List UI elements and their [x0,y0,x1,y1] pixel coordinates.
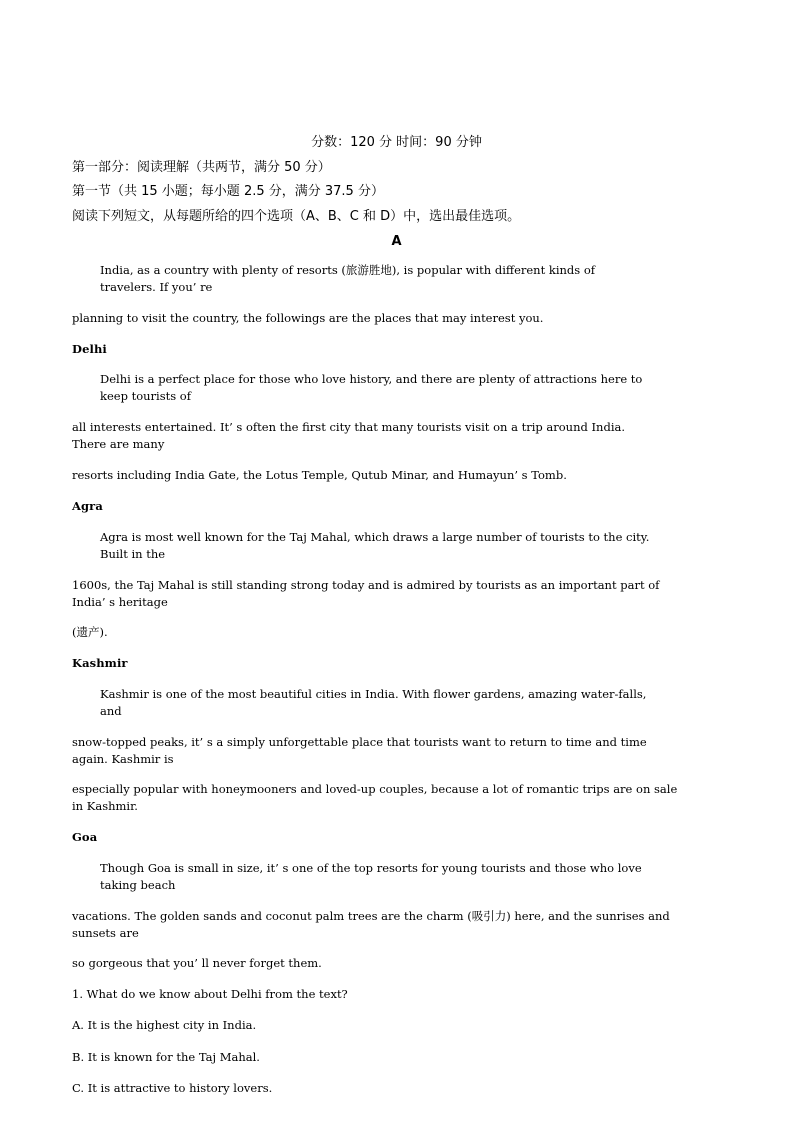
delhi-cont-1a: all interests entertained. It’ s often the first city that many tourists visit on a trip around India. [72,420,626,434]
kashmir-cont-1a: snow-topped peaks, it’ s a simply unforgettable place that tourists want to return to time and time [72,735,647,749]
kashmir-cont-2b: in Kashmir. [72,799,138,813]
goa-paragraph [100,860,770,894]
agra-line-2: Built in the [100,547,166,561]
goa-continuation-1 [72,908,790,942]
delhi-line-1: Delhi is a perfect place for those who love history, and there are plenty of attractions here to [100,372,643,386]
goa-cont-1a: vacations. The golden sands and coconut palm trees are the charm (吸引力) here, and the sunrises and [72,909,670,923]
delhi-paragraph [100,371,770,405]
agra-paragraph [100,529,770,563]
kashmir-paragraph [100,686,770,720]
intro-line-2: travelers. If you’ re [100,280,213,294]
agra-line-1: Agra is most well known for the Taj Mahal, which draws a large number of tourists to the city. [100,530,650,544]
delhi-line-2: keep tourists of [100,389,191,403]
agra-heading: Agra [72,499,103,513]
delhi-heading: Delhi [72,342,107,356]
kashmir-continuation-1 [72,734,790,768]
agra-continuation-1 [72,577,790,611]
kashmir-line-1: Kashmir is one of the most beautiful cities in India. With flower gardens, amazing water-falls, [100,687,647,701]
kashmir-continuation-2 [72,781,790,815]
question-1-stem: 1. What do we know about Delhi from the text? [72,987,348,1001]
kashmir-heading: Kashmir [72,656,128,670]
delhi-cont-1b: There are many [72,437,165,451]
kashmir-line-2: and [100,704,122,718]
intro-line-1: India, as a country with plenty of resorts (旅游胜地), is popular with different kinds of [100,263,596,277]
agra-continuation-2: (遗产). [72,625,108,639]
goa-continuation-2: so gorgeous that you’ ll never forget them. [72,956,322,970]
goa-line-1: Though Goa is small in size, it’ s one of the top resorts for young tourists and those who love [100,861,642,875]
delhi-continuation-2: resorts including India Gate, the Lotus Temple, Qutub Minar, and Humayun’ s Tomb. [72,468,567,482]
score-time-line: 分数：120 分 时间：90 分钟 [311,135,482,150]
agra-cont-1a: 1600s, the Taj Mahal is still standing strong today and is admired by tourists as an important part of [72,578,660,592]
instruction-line: 阅读下列短文，从每题所给的四个选项（A、B、C 和 D）中，选出最佳选项。 [72,209,521,224]
intro-paragraph [100,262,770,296]
section1-heading: 第一节（共 15 小题；每小题 2.5 分，满分 37.5 分） [72,184,384,199]
delhi-continuation-1 [72,419,790,453]
goa-line-2: taking beach [100,878,176,892]
intro-continuation: planning to visit the country, the followings are the places that may interest you. [72,311,544,325]
agra-cont-1b: India’ s heritage [72,595,168,609]
goa-cont-1b: sunsets are [72,926,139,940]
question-1-option-c: C. It is attractive to history lovers. [72,1081,273,1095]
kashmir-cont-1b: again. Kashmir is [72,752,174,766]
kashmir-cont-2a: especially popular with honeymooners and loved-up couples, because a lot of romantic trips are on sale [72,782,678,796]
passage-label: A [391,234,402,249]
goa-heading: Goa [72,830,98,844]
question-1-option-b: B. It is known for the Taj Mahal. [72,1050,260,1064]
part1-heading: 第一部分：阅读理解（共两节，满分 50 分） [72,160,331,175]
question-1-option-a: A. It is the highest city in India. [72,1018,257,1032]
